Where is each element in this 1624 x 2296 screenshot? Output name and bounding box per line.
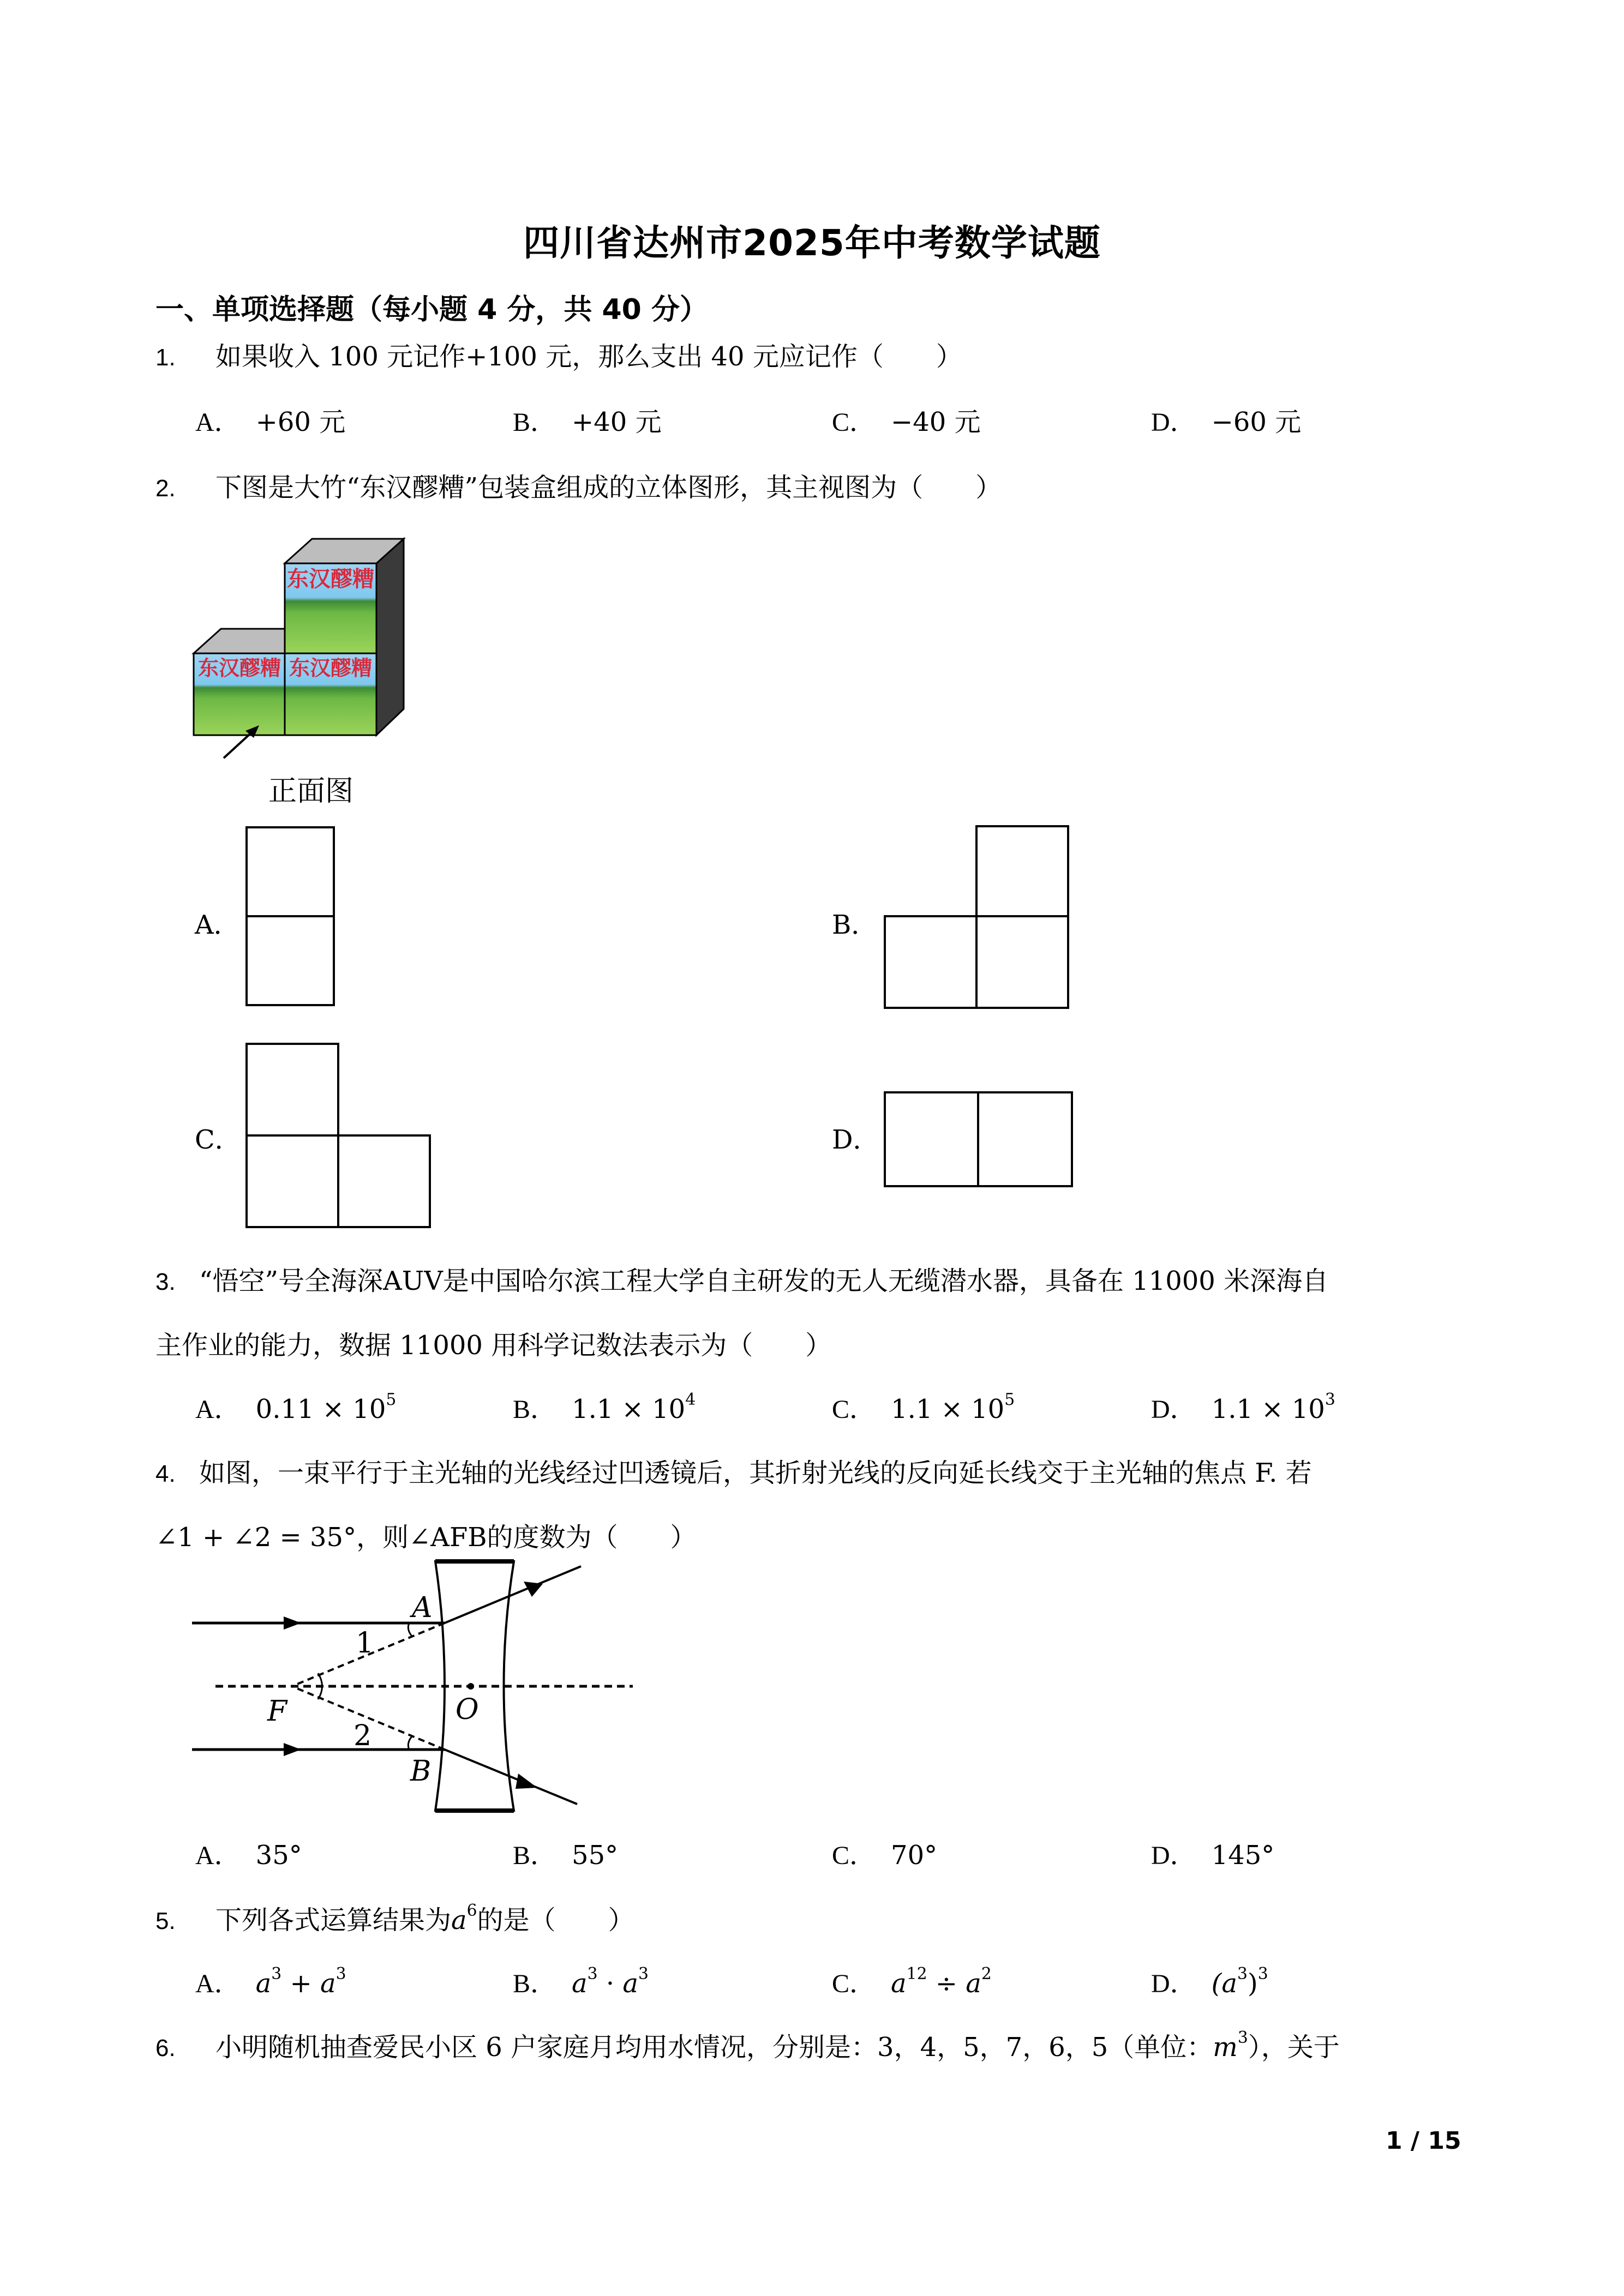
question-number: 4. bbox=[155, 1460, 176, 1487]
option-exponent: 3 bbox=[1325, 1390, 1335, 1410]
question-text: 小明随机抽查爱民小区 6 户家庭月均用水情况，分别是：3，4，5，7，6，5（单位： bbox=[215, 2032, 1213, 2063]
q1-option-d[interactable] bbox=[1151, 409, 1301, 436]
q3-option-b[interactable] bbox=[513, 1390, 696, 1425]
label-A: A bbox=[412, 1591, 433, 1624]
option-text: −60 元 bbox=[1211, 407, 1302, 437]
question-number: 1. bbox=[155, 344, 176, 371]
question-text: 如果收入 100 元记作+100 元，那么支出 40 元应记作（ ） bbox=[215, 341, 962, 372]
option-label: C． bbox=[832, 1395, 876, 1424]
math-exponent: 3 bbox=[1237, 2028, 1248, 2048]
q4-option-c[interactable] bbox=[832, 1842, 937, 1869]
question-4-line-2: ∠1 + ∠2 = 35°，则∠AFB的度数为（ ） bbox=[155, 1522, 697, 1553]
math-exponent: 3 bbox=[1237, 1964, 1248, 1984]
ray-arrow-icon bbox=[284, 1616, 301, 1630]
option-label: C． bbox=[832, 1969, 876, 1998]
question-4-line-1 bbox=[155, 1460, 1312, 1486]
option-label: B． bbox=[513, 1395, 557, 1424]
q2-option-a-view[interactable] bbox=[245, 826, 338, 1006]
q4-option-b[interactable] bbox=[513, 1842, 618, 1869]
question-5 bbox=[155, 1901, 634, 1936]
option-label: C． bbox=[832, 1841, 876, 1870]
q5-option-d[interactable] bbox=[1151, 1964, 1268, 1999]
q2-option-c-label[interactable]: C． bbox=[195, 1125, 241, 1155]
box-stack-figure bbox=[191, 534, 431, 764]
option-label: D． bbox=[1151, 408, 1196, 437]
math-variable: a bbox=[320, 1968, 336, 1999]
q1-option-c[interactable] bbox=[832, 409, 981, 436]
q2-option-d-label[interactable]: D． bbox=[832, 1125, 879, 1155]
q5-option-a[interactable] bbox=[195, 1964, 346, 1999]
q3-option-c[interactable] bbox=[832, 1390, 1015, 1425]
question-number: 6. bbox=[155, 2035, 176, 2061]
math-unit: m bbox=[1213, 2032, 1238, 2063]
q2-option-b-view[interactable] bbox=[884, 825, 1069, 1011]
option-text: +60 元 bbox=[255, 407, 346, 437]
math-exponent: 3 bbox=[335, 1964, 346, 1984]
q2-option-b-label[interactable]: B． bbox=[832, 910, 878, 940]
option-text: 1.1 × 10 bbox=[891, 1394, 1005, 1425]
box-label: 东汉醪糟 bbox=[197, 656, 281, 680]
option-exponent: 5 bbox=[386, 1390, 397, 1410]
option-label: A． bbox=[195, 1969, 241, 1998]
option-text: 70° bbox=[891, 1840, 938, 1871]
option-label: D． bbox=[1151, 1395, 1196, 1424]
question-2 bbox=[155, 474, 1002, 501]
box-top-face-lower bbox=[194, 629, 285, 653]
math-exponent: 12 bbox=[906, 1964, 927, 1984]
math-variable: a bbox=[572, 1968, 588, 1999]
q3-option-d[interactable] bbox=[1151, 1390, 1335, 1425]
option-text: 145° bbox=[1211, 1840, 1275, 1871]
math-exponent: 2 bbox=[981, 1964, 992, 1984]
ray-arrow-icon bbox=[516, 1774, 537, 1789]
option-label: C． bbox=[832, 408, 876, 437]
option-text: −40 元 bbox=[891, 407, 981, 437]
label-2: 2 bbox=[353, 1720, 372, 1752]
math-variable: (a bbox=[1211, 1968, 1238, 1999]
page-title: 四川省达州市2025年中考数学试题 bbox=[523, 222, 1101, 264]
q4-option-a[interactable] bbox=[195, 1842, 302, 1869]
option-label: A． bbox=[195, 1395, 241, 1424]
math-variable: a bbox=[255, 1968, 272, 1999]
q1-option-b[interactable] bbox=[513, 409, 662, 436]
math-exponent: 6 bbox=[466, 1901, 477, 1921]
concave-lens-diagram bbox=[180, 1560, 660, 1832]
question-text: “悟空”号全海深AUV是中国哈尔滨工程大学自主研发的无人无缆潜水器，具备在 11000 米深海自 bbox=[199, 1266, 1329, 1296]
math-variable: a bbox=[451, 1905, 467, 1936]
q2-option-c-view[interactable] bbox=[245, 1043, 434, 1231]
math-paren: ) bbox=[1247, 1968, 1258, 1999]
math-exponent: 3 bbox=[271, 1964, 282, 1984]
q4-option-d[interactable] bbox=[1151, 1842, 1274, 1869]
question-number: 5. bbox=[155, 1908, 176, 1934]
option-text: 35° bbox=[255, 1840, 302, 1871]
option-label: D． bbox=[1151, 1969, 1196, 1998]
option-exponent: 5 bbox=[1004, 1390, 1015, 1410]
box-side-face bbox=[376, 539, 404, 735]
option-exponent: 4 bbox=[685, 1390, 696, 1410]
option-label: B． bbox=[513, 408, 557, 437]
page-indicator: 1 / 15 bbox=[1386, 2127, 1461, 2155]
option-label: A． bbox=[195, 408, 241, 437]
ray-arrow-icon bbox=[284, 1743, 301, 1756]
question-text: 如图，一束平行于主光轴的光线经过凹透镜后，其折射光线的反向延长线交于主光轴的焦点 F. 若 bbox=[199, 1458, 1312, 1488]
q1-option-a[interactable] bbox=[195, 409, 345, 436]
question-number: 2. bbox=[155, 475, 176, 502]
question-3-line-1 bbox=[155, 1268, 1328, 1294]
label-1: 1 bbox=[356, 1627, 374, 1660]
option-text: +40 元 bbox=[572, 407, 662, 437]
math-variable: a bbox=[622, 1968, 638, 1999]
question-1 bbox=[155, 341, 962, 372]
label-F: F bbox=[267, 1695, 287, 1728]
section-heading: 一、单项选择题（每小题 4 分，共 40 分） bbox=[155, 293, 708, 326]
figure-caption: 正面图 bbox=[268, 775, 354, 808]
question-text-end: 的是（ ） bbox=[477, 1905, 634, 1936]
label-B: B bbox=[410, 1755, 432, 1788]
angle-2-arc bbox=[408, 1736, 412, 1750]
optical-center-dot bbox=[468, 1683, 474, 1690]
math-operator: · bbox=[597, 1968, 623, 1999]
option-label: A． bbox=[195, 1841, 241, 1870]
box-label: 东汉醪糟 bbox=[287, 567, 374, 592]
math-exponent: 3 bbox=[1257, 1964, 1268, 1984]
option-text: 55° bbox=[572, 1840, 619, 1871]
option-label: D． bbox=[1151, 1841, 1196, 1870]
question-3-line-2: 主作业的能力，数据 11000 用科学记数法表示为（ ） bbox=[155, 1330, 832, 1361]
question-text-end: ），关于 bbox=[1248, 2032, 1340, 2063]
question-text: 下图是大竹“东汉醪糟”包装盒组成的立体图形，其主视图为（ ） bbox=[215, 472, 1002, 503]
math-exponent: 3 bbox=[638, 1964, 649, 1984]
question-6 bbox=[155, 2028, 1340, 2063]
box-label: 东汉醪糟 bbox=[289, 656, 373, 680]
math-variable: a bbox=[966, 1968, 981, 1999]
math-operator: ÷ bbox=[927, 1968, 966, 1999]
option-text: 1.1 × 10 bbox=[572, 1394, 686, 1425]
q2-option-a-label[interactable]: A． bbox=[195, 910, 240, 940]
option-text: 0.11 × 10 bbox=[255, 1394, 386, 1425]
q5-option-c[interactable] bbox=[832, 1964, 992, 1999]
q3-option-a[interactable] bbox=[195, 1390, 397, 1425]
q5-option-b[interactable] bbox=[513, 1964, 649, 1999]
math-variable: a bbox=[891, 1968, 907, 1999]
option-label: B． bbox=[513, 1969, 557, 1998]
math-operator: + bbox=[281, 1968, 320, 1999]
option-text: 1.1 × 10 bbox=[1211, 1394, 1325, 1425]
angle-1-arc bbox=[408, 1623, 412, 1636]
option-label: B． bbox=[513, 1841, 557, 1870]
question-text: 下列各式运算结果为 bbox=[215, 1905, 452, 1936]
question-number: 3. bbox=[155, 1269, 176, 1295]
math-exponent: 3 bbox=[587, 1964, 598, 1984]
q2-option-d-view[interactable] bbox=[884, 1091, 1075, 1189]
label-O: O bbox=[456, 1693, 479, 1726]
